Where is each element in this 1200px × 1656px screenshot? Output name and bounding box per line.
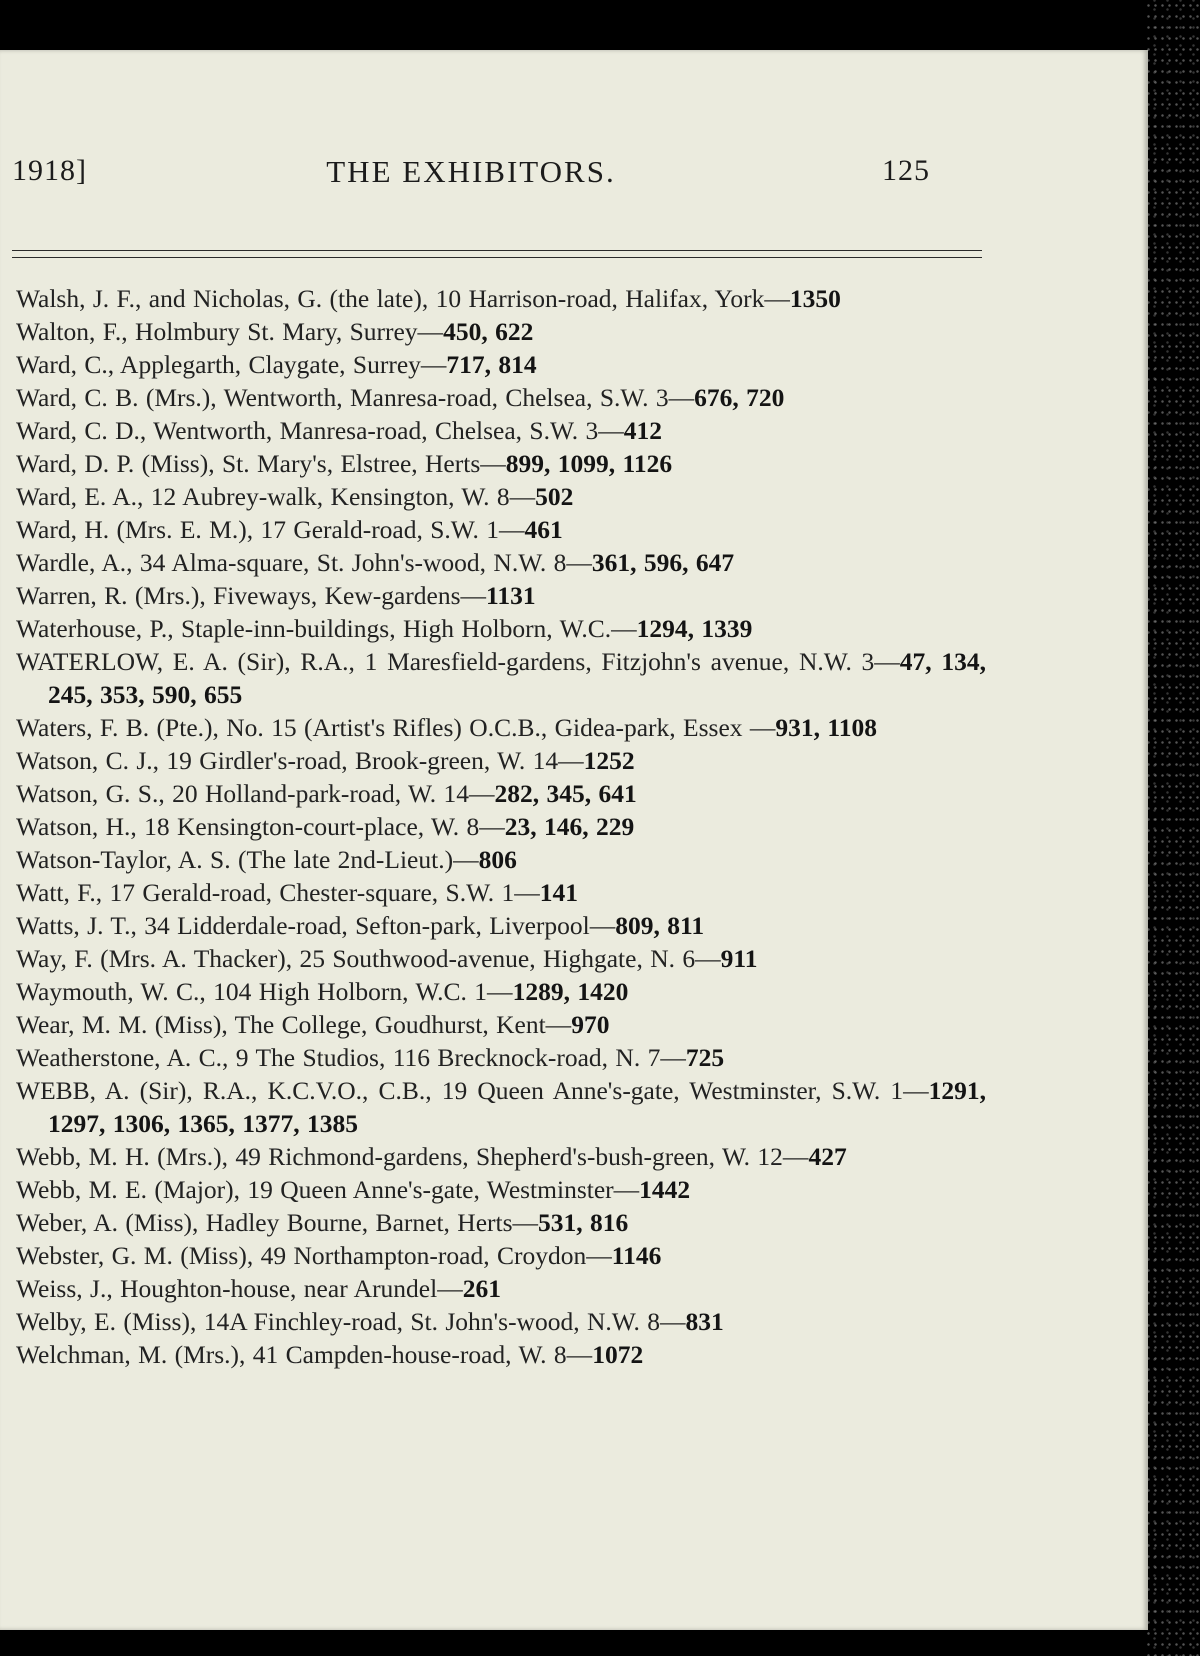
exhibitor-entry (16, 645, 986, 711)
exhibitor-details: Wear, M. M. (Miss), The College, Goudhurst, Kent— (16, 1010, 572, 1039)
exhibitor-entry (16, 1008, 986, 1041)
exhibitor-details: Wardle, A., 34 Alma-square, St. John's-wood, N.W. 8— (16, 548, 592, 577)
exhibitor-entry (16, 1140, 986, 1173)
catalogue-numbers: 676, 720 (694, 383, 785, 412)
exhibitor-entry (16, 942, 986, 975)
exhibitor-details: Ward, E. A., 12 Aubrey-walk, Kensington, W. 8— (16, 482, 536, 511)
exhibitor-entry (16, 348, 986, 381)
catalogue-numbers: 1350 (789, 284, 841, 313)
exhibitor-entry (16, 1074, 986, 1140)
exhibitor-entry (16, 612, 986, 645)
exhibitor-details: Watt, F., 17 Gerald-road, Chester-square, S.W. 1— (16, 878, 540, 907)
catalogue-numbers: 531, 816 (538, 1208, 629, 1237)
catalogue-numbers: 1291, 1297, 1306, 1365, 1377, 1385 (48, 1076, 986, 1138)
exhibitor-details: Webb, M. E. (Major), 19 Queen Anne's-gate, Westminster— (16, 1175, 640, 1204)
exhibitor-details: Watson, C. J., 19 Girdler's-road, Brook-green, W. 14— (16, 746, 584, 775)
scan-background (1145, 0, 1200, 1656)
catalogue-numbers: 899, 1099, 1126 (505, 449, 673, 478)
exhibitor-details: Weatherstone, A. C., 9 The Studios, 116 Brecknock-road, N. 7— (16, 1043, 686, 1072)
exhibitor-entry (16, 546, 986, 579)
running-head (12, 154, 930, 194)
catalogue-numbers: 502 (535, 482, 574, 511)
exhibitor-entry (16, 711, 986, 744)
exhibitor-entry (16, 315, 986, 348)
catalogue-numbers: 970 (571, 1010, 610, 1039)
catalogue-numbers: 450, 622 (443, 317, 534, 346)
exhibitor-details: Ward, H. (Mrs. E. M.), 17 Gerald-road, S.W. 1— (16, 515, 525, 544)
exhibitor-details: Webster, G. M. (Miss), 49 Northampton-road, Croydon— (16, 1241, 612, 1270)
catalogue-numbers: 282, 345, 641 (494, 779, 637, 808)
exhibitor-details: Welby, E. (Miss), 14A Finchley-road, St. John's-wood, N.W. 8— (16, 1307, 686, 1336)
exhibitor-details: Weber, A. (Miss), Hadley Bourne, Barnet, Herts— (16, 1208, 539, 1237)
catalogue-numbers: 1252 (583, 746, 635, 775)
catalogue-numbers: 361, 596, 647 (591, 548, 735, 577)
exhibitor-details: Ward, D. P. (Miss), St. Mary's, Elstree, Herts— (16, 449, 506, 478)
header-year: 1918] (12, 154, 87, 187)
exhibitor-details: Welchman, M. (Mrs.), 41 Campden-house-road, W. 8— (16, 1340, 593, 1369)
header-title: THE EXHIBITORS. (326, 154, 616, 189)
catalogue-numbers: 831 (685, 1307, 724, 1336)
exhibitor-entry (16, 1338, 986, 1371)
catalogue-numbers: 717, 814 (446, 350, 537, 379)
catalogue-numbers: 725 (685, 1043, 725, 1072)
exhibitor-entry (16, 1239, 986, 1272)
catalogue-numbers: 1131 (486, 581, 536, 610)
exhibitor-details: Watson, G. S., 20 Holland-park-road, W. 14— (16, 779, 495, 808)
exhibitor-details: Ward, C. D., Wentworth, Manresa-road, Chelsea, S.W. 3— (16, 416, 624, 445)
catalogue-numbers: 1072 (592, 1340, 644, 1369)
exhibitor-entry (16, 282, 986, 315)
exhibitor-details: Weiss, J., Houghton-house, near Arundel— (16, 1274, 463, 1303)
exhibitor-details: Warren, R. (Mrs.), Fiveways, Kew-gardens— (16, 581, 487, 610)
exhibitor-entry (16, 513, 986, 546)
exhibitor-details: Watts, J. T., 34 Lidderdale-road, Sefton-park, Liverpool— (16, 911, 616, 940)
catalogue-numbers: 911 (720, 944, 758, 973)
exhibitor-details: Walton, F., Holmbury St. Mary, Surrey— (16, 317, 444, 346)
exhibitor-entry (16, 810, 986, 843)
catalogue-numbers: 47, 134, 245, 353, 590, 655 (48, 647, 987, 709)
exhibitor-list (16, 282, 986, 1371)
exhibitor-entry (16, 1272, 986, 1305)
exhibitor-details: Watson-Taylor, A. S. (The late 2nd-Lieut.)— (16, 845, 479, 874)
exhibitor-entry (16, 447, 986, 480)
exhibitor-entry (16, 843, 986, 876)
catalogue-numbers: 931, 1108 (775, 713, 877, 742)
exhibitor-entry (16, 975, 986, 1008)
exhibitor-details: WEBB, A. (Sir), R.A., K.C.V.O., C.B., 19 Queen Anne's-gate, Westminster, S.W. 1— (16, 1076, 929, 1105)
catalogue-numbers: 412 (623, 416, 662, 445)
exhibitor-entry (16, 414, 986, 447)
page-number: 125 (882, 154, 930, 187)
catalogue-numbers: 809, 811 (615, 911, 705, 940)
exhibitor-details: Watson, H., 18 Kensington-court-place, W. 8— (16, 812, 505, 841)
exhibitor-entry (16, 909, 986, 942)
catalogue-numbers: 23, 146, 229 (504, 812, 635, 841)
exhibitor-details: WATERLOW, E. A. (Sir), R.A., 1 Maresfield-gardens, Fitzjohn's avenue, N.W. 3— (16, 647, 900, 676)
catalogue-numbers: 427 (808, 1142, 847, 1171)
exhibitor-details: Way, F. (Mrs. A. Thacker), 25 Southwood-avenue, Highgate, N. 6— (16, 944, 721, 973)
exhibitor-entry (16, 744, 986, 777)
book-page (0, 50, 1148, 1630)
catalogue-numbers: 1294, 1339 (636, 614, 753, 643)
exhibitor-details: Waymouth, W. C., 104 High Holborn, W.C. 1— (16, 977, 513, 1006)
exhibitor-entry (16, 1173, 986, 1206)
exhibitor-entry (16, 480, 986, 513)
catalogue-numbers: 1289, 1420 (512, 977, 629, 1006)
catalogue-numbers: 261 (462, 1274, 501, 1303)
catalogue-numbers: 1442 (639, 1175, 691, 1204)
exhibitor-details: Ward, C., Applegarth, Claygate, Surrey— (16, 350, 447, 379)
exhibitor-entry (16, 1041, 986, 1074)
catalogue-numbers: 806 (478, 845, 517, 874)
catalogue-numbers: 461 (524, 515, 563, 544)
exhibitor-entry (16, 579, 986, 612)
catalogue-numbers: 1146 (611, 1241, 662, 1270)
exhibitor-entry (16, 1305, 986, 1338)
exhibitor-entry (16, 381, 986, 414)
header-rule (12, 250, 982, 258)
exhibitor-details: Waterhouse, P., Staple-inn-buildings, High Holborn, W.C.— (16, 614, 637, 643)
exhibitor-entry (16, 1206, 986, 1239)
exhibitor-details: Ward, C. B. (Mrs.), Wentworth, Manresa-road, Chelsea, S.W. 3— (16, 383, 695, 412)
exhibitor-entry (16, 876, 986, 909)
exhibitor-details: Walsh, J. F., and Nicholas, G. (the late), 10 Harrison-road, Halifax, York— (16, 284, 790, 313)
exhibitor-entry (16, 777, 986, 810)
exhibitor-details: Waters, F. B. (Pte.), No. 15 (Artist's Rifles) O.C.B., Gidea-park, Essex — (16, 713, 776, 742)
exhibitor-details: Webb, M. H. (Mrs.), 49 Richmond-gardens, Shepherd's-bush-green, W. 12— (16, 1142, 809, 1171)
catalogue-numbers: 141 (539, 878, 579, 907)
